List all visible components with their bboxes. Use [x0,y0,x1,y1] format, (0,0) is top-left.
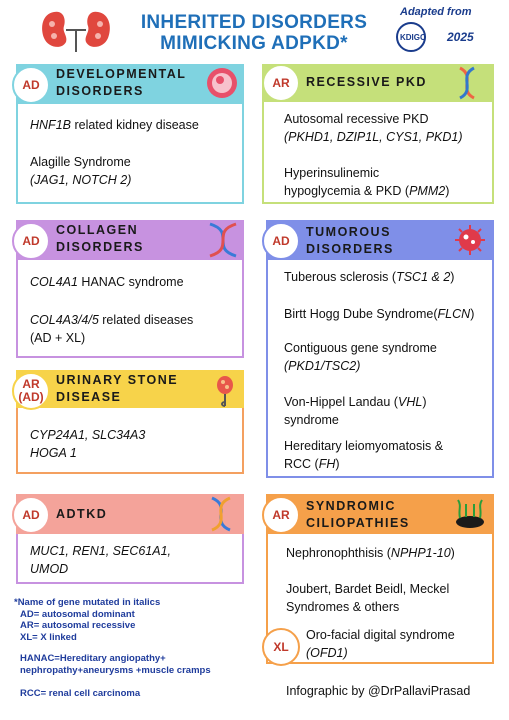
badge-xl: XL [262,628,300,666]
badge-ad: AD [262,222,300,260]
tumorous-item-3: Contiguous gene syndrome (PKD1/TSC2) [284,341,437,373]
recessive-item-2: Hyperinsulinemic hypoglycemia & PKD (PMM2) [284,166,450,198]
badge-ad: AD [12,66,50,104]
collagen-title: COLLAGEN DISORDERS [56,223,144,254]
developmental-item-2: Alagille Syndrome (JAG1, NOTCH 2) [30,155,132,187]
recessive-title: RECESSIVE PKD [306,75,427,89]
page-title: INHERITED DISORDERS MIMICKING ADPKD* [140,12,368,54]
dna-icon [450,66,484,100]
developmental-item-1: HNF1B related kidney disease [30,118,199,132]
badge-ar: AR [262,64,300,102]
collagen-item-1: COL4A1 HANAC syndrome [30,275,184,289]
year-label: 2025 [447,30,474,44]
collagen-item-2: COL4A3/4/5 related diseases (AD + XL) [30,313,194,345]
tumor-cell-icon [452,222,488,258]
recessive-item-1: Autosomal recessive PKD (PKHD1, DZIP1L, CYS1, PKD1) [284,112,463,144]
tumorous-title: TUMOROUS DISORDERS [306,225,394,256]
adtkd-item-1: MUC1, REN1, SEC61A1, UMOD [30,544,172,576]
collagen-helix-icon [206,222,240,258]
syndromic-item-2: Joubert, Bardet Beidl, Meckel Syndromes & others [286,582,450,614]
kdigo-label: KDIGO [400,33,427,42]
urinary-title: URINARY STONE DISEASE [56,373,179,404]
developmental-title: DEVELOPMENTAL DISORDERS [56,67,187,98]
tumorous-item-5: Hereditary leiomyomatosis & RCC (FH) [284,439,444,471]
badge-ad: AD [12,222,50,260]
adtkd-title: ADTKD [56,507,108,521]
cilia-cell-icon [452,498,488,530]
tumorous-item-2: Birtt Hogg Dube Syndrome(FLCN) [284,307,475,321]
syndromic-title: SYNDROMIC CILIOPATHIES [306,499,410,530]
dna-icon [206,496,236,532]
badge-ar: AR [262,496,300,534]
adapted-from-label: Adapted from [400,6,472,18]
tumorous-item-1: Tuberous sclerosis (TSC1 & 2) [284,270,455,284]
footnotes: *Name of gene mutated in italics AD= autosomal dominant AR= autosomal recessive XL= X linked HANAC=Hereditary angiopathy+ nephropathy+aneurysms +muscle cramps RCC= renal cell carcinoma [14,597,211,699]
badge-ad: AD [12,496,50,534]
syndromic-item-3: Oro-facial digital syndrome (OFD1) [306,628,455,660]
kidneys-icon [40,8,112,52]
fetus-icon [205,66,239,100]
syndromic-item-1: Nephronophthisis (NPHP1-10) [286,546,455,560]
credit: Infographic by @DrPallaviPrasad [286,684,471,698]
tumorous-item-4: Von-Hippel Landau (VHL) syndrome [284,395,427,427]
urinary-item-1: CYP24A1, SLC34A3 HOGA 1 [30,428,146,460]
badge-ar-ad: AR (AD) [12,372,50,410]
kidney-stone-icon [212,374,238,410]
